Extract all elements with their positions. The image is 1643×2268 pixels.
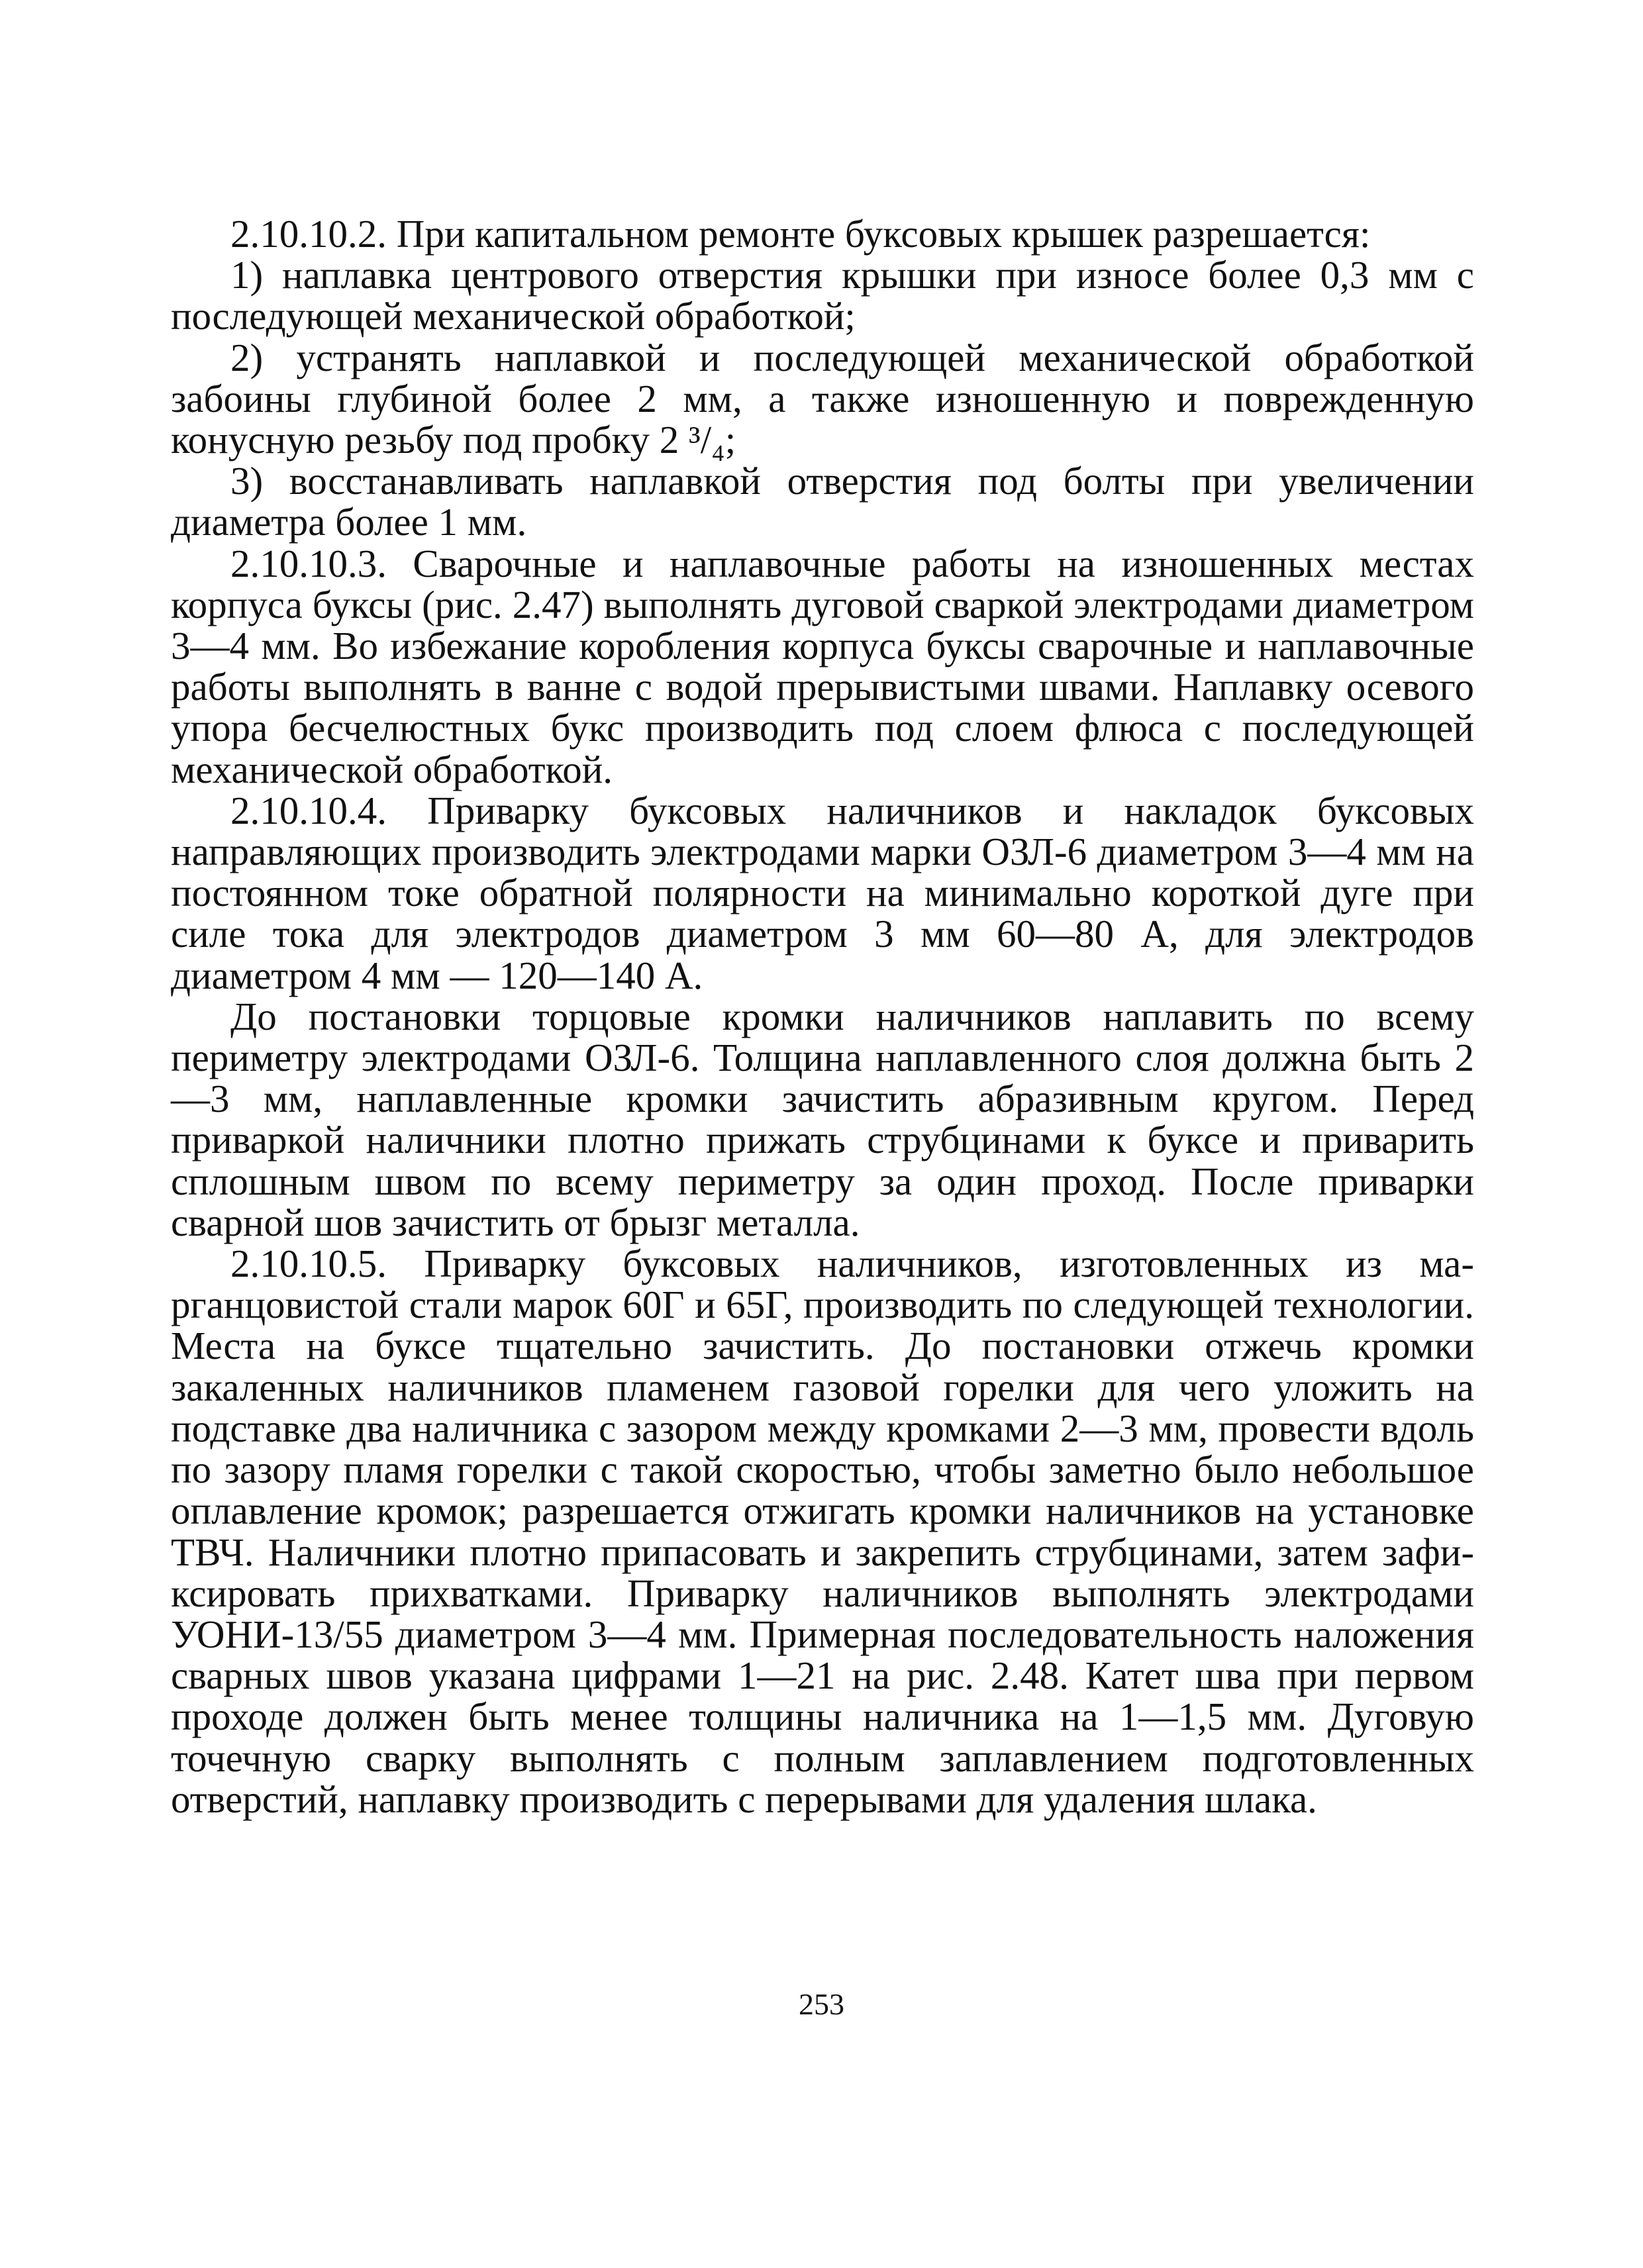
paragraph-2-10-10-4: 2.10.10.4. Приварку буксовых наличников и накладок буксовых направляющих производить электродами марки ОЗЛ-6 диаметром 3—4 мм на постоянном токе обратной полярности на минимально короткой дуге при силе тока для электродов диаметром 3 мм 60—80 А, для электродов диаметром 4 мм — 120—140 А. <box>171 788 1474 997</box>
list-item-2: 2) устранять наплавкой и последующей механической обработкой забоины глубиной более 2 мм, а также изношенную и поврежденную конусную резьбу под пробку 2 ³/₄; <box>171 335 1474 462</box>
page-body <box>171 213 1474 1820</box>
paragraph-2-10-10-3: 2.10.10.3. Сварочные и наплавочные работы на изношенных местах корпуса буксы (рис. 2.47) выполнять дуговой сваркой электродами диаметром 3—4 мм. Во избежание коробления корпуса буксы сварочные и наплавочные работы выполнять в ванне с водой прерывистыми швами. Наплавку осевого упора бесчелюстных букс производить под слоем флюса с последующей механической обработкой. <box>171 541 1474 791</box>
paragraph-2-10-10-2: 2.10.10.2. При капитальном ремонте буксовых крышек разрешается: <box>230 212 1371 256</box>
list-item-1: 1) наплавка центрового отверстия крышки при износе более 0,3 мм с последующей механической обработкой; <box>171 253 1474 338</box>
list-item-3: 3) восстанавливать наплавкой отверстия под болты при увеличении диаметра более 1 мм. <box>171 459 1474 544</box>
paragraph-2-10-10-5: 2.10.10.5. Приварку буксовых наличников, изготовленных из марганцовистой стали марок 60Г и 65Г, производить по следующей технологии. Места на буксе тщательно зачистить. До постановки отжечь кромки закаленных наличников пламенем газовой горелки для чего уложить на подставке два наличника с зазором между кромками 2—3 мм, провести вдоль по зазору пламя горелки с такой скоростью, чтобы заметно было небольшое оплавление кромок; разрешается отжигать кромки наличников на установке ТВЧ. Наличники плотно припасовать и закрепить струбцинами, затем зафиксировать прихватками. Приварку наличников выполнять электродами УОНИ-13/55 диаметром 3—4 мм. Примерная последовательность наложения сварных швов указана цифрами 1—21 на рис. 2.48. Катет шва при первом проходе должен быть менее толщины наличника на 1—1,5 мм. Дуговую точечную сварку выполнять с полным заплавлением подготовленных отверстий, наплавку производить с перерывами для удаления шлака. <box>171 1242 1474 1821</box>
paragraph-edge-preparation: До постановки торцовые кромки наличников наплавить по всему периметру электродами ОЗЛ-6. Толщина наплавленного слоя должна быть 2—3 мм, наплавленные кромки зачистить абразивным кругом. Перед приваркой наличники плотно прижать струбцинами к буксе и приварить сплошным швом по всему периметру за один проход. После приварки сварной шов зачистить от брызг металла. <box>171 994 1474 1244</box>
page-number: 253 <box>799 1987 844 2021</box>
